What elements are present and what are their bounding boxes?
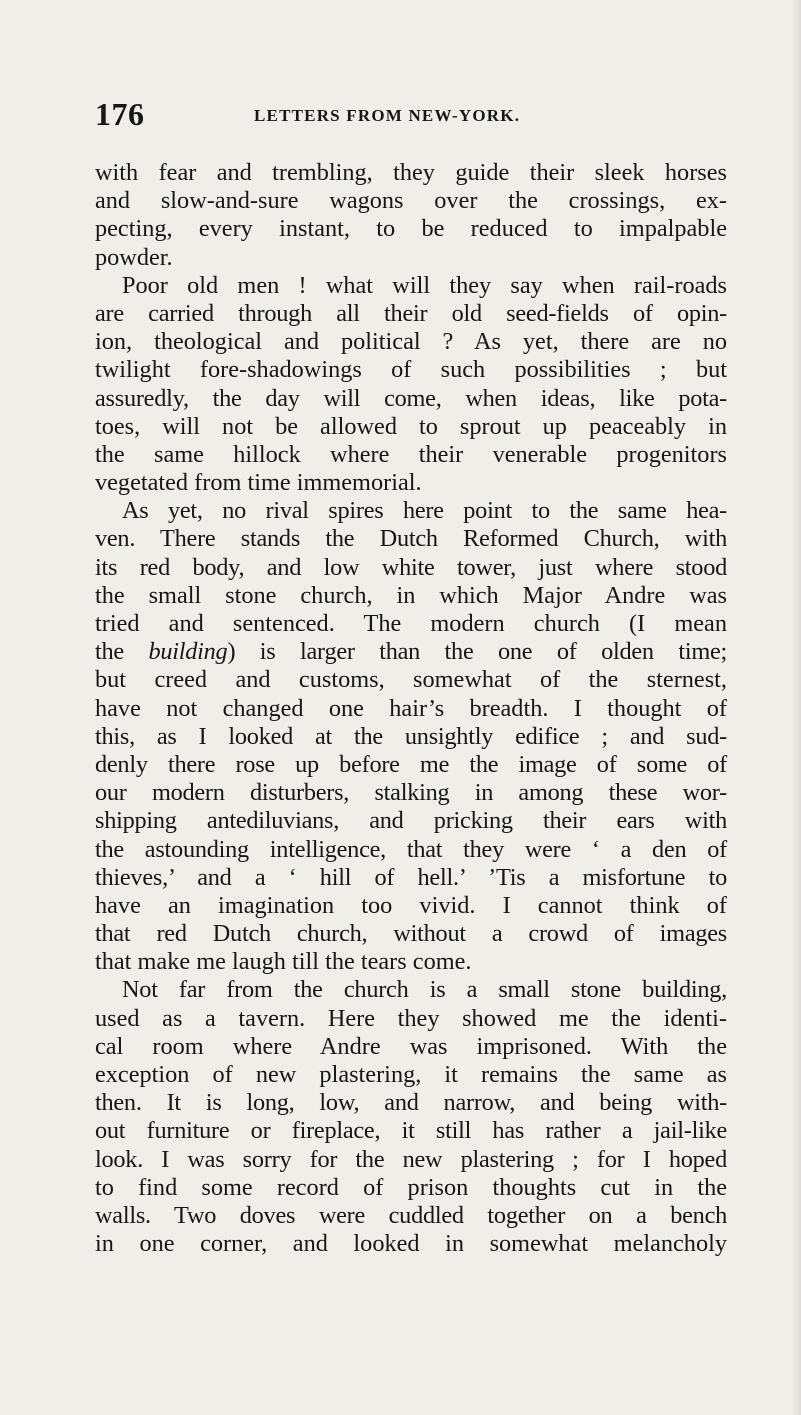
body-text — [95, 159, 727, 1258]
text-line: out furniture or fireplace, it still has rather a jail-like — [95, 1117, 727, 1145]
text-line: have not changed one hair’s breadth. I thought of — [95, 694, 727, 722]
text-line: the astounding intelligence, that they were ‘ a den of — [95, 835, 727, 863]
paragraph-start-line: Poor old men ! what will they say when rail-roads — [122, 271, 727, 299]
text-line: thieves,’ and a ‘ hill of hell.’ ’Tis a misfortune to — [95, 863, 727, 891]
text-line: have an imagination too vivid. I cannot think of — [95, 891, 727, 919]
running-head: LETTERS FROM NEW-YORK. — [254, 106, 521, 125]
page-header — [95, 98, 735, 138]
text-line: to find some record of prison thoughts cut in the — [95, 1173, 727, 1201]
text-line: look. I was sorry for the new plastering ; for I hoped — [95, 1145, 727, 1173]
text-line: the same hillock where their venerable progenitors — [95, 440, 727, 468]
text-line: the small stone church, in which Major Andre was — [95, 581, 727, 609]
text-line: ven. There stands the Dutch Reformed Church, with — [95, 525, 727, 553]
text-line: toes, will not be allowed to sprout up peaceably in — [95, 412, 727, 440]
text-line: used as a tavern. Here they showed me the identi- — [95, 1004, 727, 1032]
text-line: are carried through all their old seed-fields of opin- — [95, 299, 727, 327]
text-line: twilight fore-shadowings of such possibilities ; but — [95, 356, 727, 384]
text-line: with fear and trembling, they guide their sleek horses — [95, 159, 727, 186]
text-line: but creed and customs, somewhat of the sternest, — [95, 666, 727, 694]
page-edge-shadow — [791, 0, 801, 1415]
text-line-with-italic — [95, 638, 727, 666]
text-line: ion, theological and political ? As yet, there are no — [95, 328, 727, 356]
text-line: that make me laugh till the tears come. — [95, 948, 472, 976]
text-line: and slow-and-sure wagons over the crossings, ex- — [95, 187, 727, 215]
paragraph-start-line: As yet, no rival spires here point to the same hea- — [122, 497, 727, 525]
text-line: its red body, and low white tower, just where stood — [95, 553, 727, 581]
line-segment-before-italic: the — [95, 638, 149, 666]
text-line: our modern disturbers, stalking in among these wor- — [95, 779, 727, 807]
italic-word-building: building — [148, 638, 228, 666]
text-line: shipping antediluvians, and pricking their ears with — [95, 807, 727, 835]
text-line: walls. Two doves were cuddled together on a bench — [95, 1201, 727, 1229]
text-line: cal room where Andre was imprisoned. With the — [95, 1032, 727, 1060]
text-line: this, as I looked at the unsightly edifice ; and sud- — [95, 722, 727, 750]
text-line: pecting, every instant, to be reduced to impalpable — [95, 215, 727, 243]
text-line: vegetated from time immemorial. — [95, 469, 422, 497]
text-line: assuredly, the day will come, when ideas, like pota- — [95, 384, 727, 412]
text-line: then. It is long, low, and narrow, and being with- — [95, 1089, 727, 1117]
text-line: denly there rose up before me the image of some of — [95, 750, 727, 778]
text-line: tried and sentenced. The modern church (I mean — [95, 610, 727, 637]
page-number: 176 — [95, 96, 145, 132]
paragraph-start-line: Not far from the church is a small stone building, — [122, 976, 727, 1004]
line-segment-after-italic: ) is larger than the one of olden time; — [227, 638, 727, 666]
text-line: in one corner, and looked in somewhat melancholy — [95, 1230, 727, 1258]
text-line: exception of new plastering, it remains the same as — [95, 1061, 727, 1088]
text-line: that red Dutch church, without a crowd of images — [95, 920, 727, 948]
text-line: powder. — [95, 243, 173, 271]
